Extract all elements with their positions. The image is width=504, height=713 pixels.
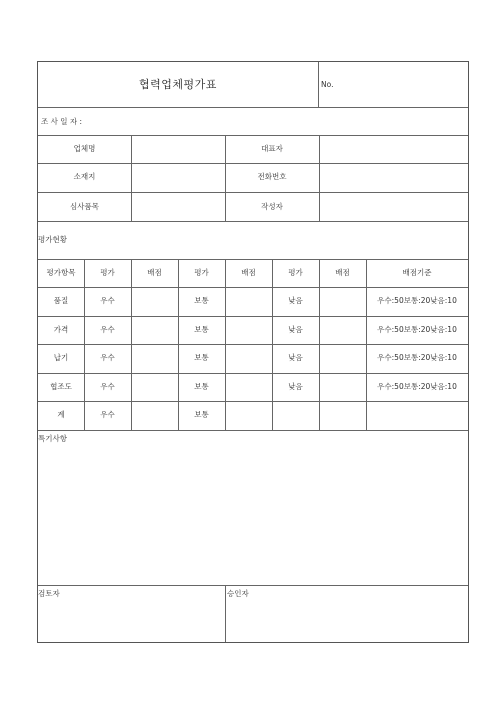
divider <box>38 163 468 164</box>
row-grade-excellent: 우수 <box>100 353 115 362</box>
row-item: 품질 <box>53 296 69 305</box>
remarks-label: 특기사항 <box>38 434 67 443</box>
col-header-criteria: 배점기준 <box>402 268 432 277</box>
row-grade-excellent: 우수 <box>100 382 115 391</box>
row-criteria: 우수:50보통:20낮음:10 <box>377 382 457 391</box>
row-grade-low: 낮음 <box>288 382 303 391</box>
reviewer-label: 검토자 <box>38 589 60 598</box>
divider <box>38 585 468 586</box>
row-item: 가격 <box>53 325 69 334</box>
divider <box>38 192 468 193</box>
author-label: 작성자 <box>261 202 283 211</box>
col-header-grade: 평가 <box>288 268 303 277</box>
divider <box>38 135 468 136</box>
col-header-score: 배점 <box>241 268 256 277</box>
row-grade-excellent: 우수 <box>100 410 115 419</box>
survey-date-label: 조 사 일 자 : <box>41 117 83 126</box>
info-grid-line <box>131 135 132 221</box>
page-title: 협력업체평가표 <box>139 78 217 91</box>
footer-divider <box>225 585 226 642</box>
row-grade-average: 보통 <box>194 325 209 334</box>
info-grid-line <box>319 135 320 221</box>
col-header-item: 평가항목 <box>46 268 76 277</box>
row-item: 협조도 <box>50 382 72 391</box>
row-grade-low: 낮음 <box>288 353 303 362</box>
evaluation-form <box>37 61 469 643</box>
col-header-grade: 평가 <box>100 268 115 277</box>
divider <box>38 107 468 108</box>
document-number-label: No. <box>321 80 334 89</box>
divider <box>38 430 468 431</box>
col-header-score: 배점 <box>335 268 350 277</box>
title-divider <box>318 62 319 107</box>
col-header-grade: 평가 <box>194 268 209 277</box>
phone-label: 전화번호 <box>257 172 287 181</box>
row-criteria: 우수:50보통:20낮음:10 <box>377 353 457 362</box>
divider <box>38 373 468 374</box>
row-grade-excellent: 우수 <box>100 325 115 334</box>
address-label: 소재지 <box>73 172 96 181</box>
divider <box>38 287 468 288</box>
row-grade-low: 낮음 <box>288 325 303 334</box>
representative-label: 대표자 <box>261 144 283 153</box>
divider <box>38 316 468 317</box>
approver-label: 승인자 <box>227 589 249 598</box>
divider <box>38 221 468 222</box>
col-header-score: 배점 <box>147 268 162 277</box>
company-name-label: 업체명 <box>73 144 96 153</box>
audit-item-label: 심사품목 <box>70 202 99 211</box>
divider <box>38 401 468 402</box>
divider <box>38 344 468 345</box>
row-criteria: 우수:50보통:20낮음:10 <box>377 325 457 334</box>
row-grade-average: 보통 <box>194 410 209 419</box>
divider <box>38 259 468 260</box>
row-grade-excellent: 우수 <box>100 296 115 305</box>
row-grade-average: 보통 <box>194 296 209 305</box>
row-grade-average: 보통 <box>194 382 209 391</box>
row-item: 납기 <box>53 353 69 362</box>
evaluation-section-label: 평가현황 <box>38 235 67 244</box>
row-grade-low: 낮음 <box>288 296 303 305</box>
row-item-total: 계 <box>57 410 65 419</box>
row-grade-average: 보통 <box>194 353 209 362</box>
row-criteria: 우수:50보통:20낮음:10 <box>377 296 457 305</box>
